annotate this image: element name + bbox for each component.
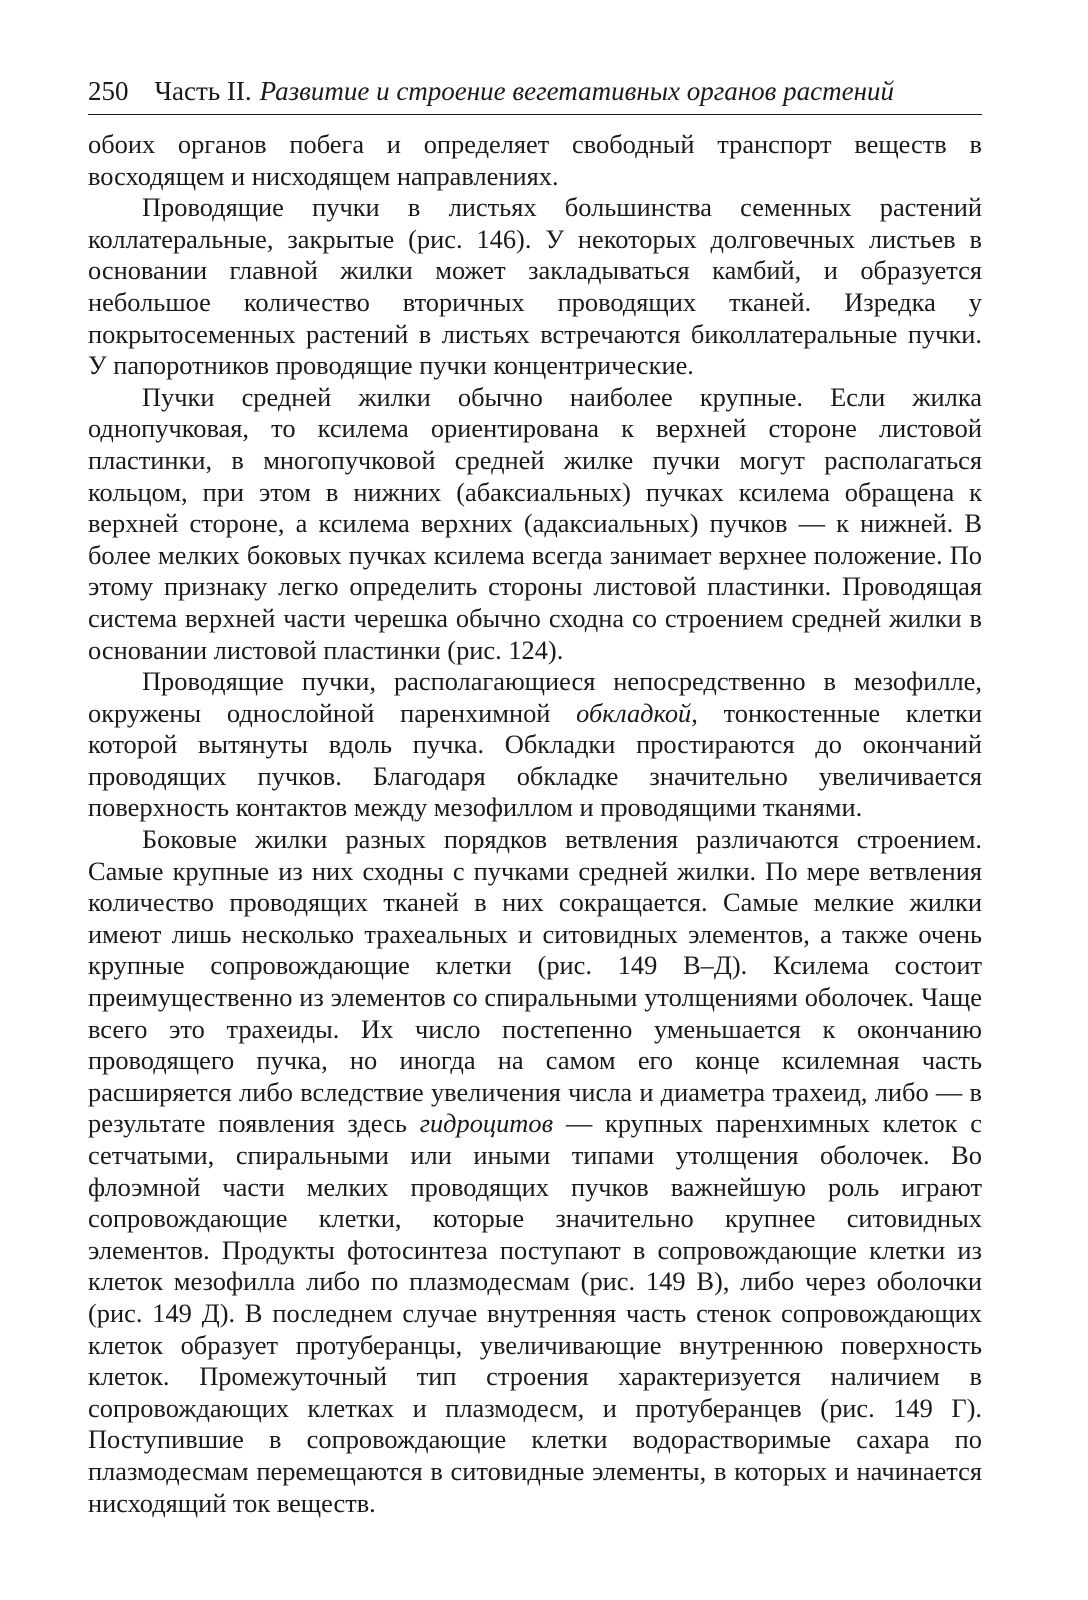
- body-text: [88, 129, 982, 1519]
- paragraph-midrib-bundles: Пучки средней жилки обычно наиболее крупные. Если жилка однопучковая, то ксилема ориентирована к верхней стороне листовой пластинки, в многопучковой средней жилке пучки могут располагаться кольцом, при этом в нижних (абаксиальных) пучках ксилема обращена к верхней стороне, а ксилема верхних (адаксиальных) пучков — к нижней. В более мелких боковых пучках ксилема всегда занимает верхнее положение. По этому признаку легко определить стороны листовой пластинки. Проводящая система верхней части черешка обычно сходна со строением средней жилки в основании листовой пластинки (рис. 124).: [88, 381, 982, 665]
- page-number: 250: [88, 76, 129, 106]
- running-title: Развитие и строение вегетативных органов растений: [259, 76, 895, 106]
- term-hydrocytes: гидроцитов: [419, 1108, 554, 1139]
- text-fragment: Проводящие пучки, располагающиеся непосредственно в мезофилле, окружены однослойной паренхимной: [88, 666, 982, 728]
- part-label: Часть II.: [154, 76, 252, 106]
- paragraph-bundle-sheath: [88, 666, 982, 824]
- term-sheath: обкладкой: [576, 697, 692, 728]
- paragraph-lateral-veins: [88, 824, 982, 1519]
- paragraph-vascular-bundles: Проводящие пучки в листьях большинства семенных растений коллатеральные, закрытые (рис. 146). У некоторых долговечных листьев в основании главной жилки может закладываться камбий, и образуется небольшое количество вторичных проводящих тканей. Изредка у покрытосеменных растений в листьях встречаются биколлатеральные пучки. У папоротников проводящие пучки концентрические.: [88, 192, 982, 381]
- text-fragment: — крупных паренхимных клеток с сетчатыми, спиральными или иными типами утолщения оболочек. Во флоэмной части мелких проводящих пучков важнейшую роль играют сопровождающие клетки, которые значительно крупнее ситовидных элементов. Продукты фотосинтеза поступают в сопровождающие клетки из клеток мезофилла либо по плазмодесмам (рис. 149 В), либо через оболочки (рис. 149 Д). В последнем случае внутренняя часть стенок сопровождающих клеток образует протуберанцы, увеличивающие внутреннюю поверхность клеток. Промежуточный тип строения характеризуется наличием в сопровождающих клетках и плазмодесм, и протуберанцев (рис. 149 Г). Поступившие в сопровождающие клетки водорастворимые сахара по плазмодесмам перемещаются в ситовидные элементы, в которых и начинается нисходящий ток веществ.: [88, 1108, 982, 1518]
- text-fragment: , тонкостенные клетки которой вытянуты вдоль пучка. Обкладки простираются до окончаний проводящих пучков. Благодаря обкладке значительно увеличивается поверхность контактов между мезофиллом и проводящими тканями.: [88, 697, 982, 823]
- text-fragment: Боковые жилки разных порядков ветвления различаются строением. Самые крупные из них сходны с пучками средней жилки. По мере ветвления количество проводящих тканей в них сокращается. Самые мелкие жилки имеют лишь несколько трахеальных и ситовидных элементов, а также очень крупные сопровождающие клетки (рис. 149 В–Д). Ксилема состоит преимущественно из элементов со спиральными утолщениями оболочек. Чаще всего это трахеиды. Их число постепенно уменьшается к окончанию проводящего пучка, но иногда на самом его конце ксилемная часть расширяется либо вследствие увеличения числа и диаметра трахеид, либо — в результате появления здесь: [88, 824, 982, 1139]
- running-header: [88, 74, 982, 115]
- paragraph-continuation: обоих органов побега и определяет свободный транспорт веществ в восходящем и нисходящем направлениях.: [88, 129, 982, 191]
